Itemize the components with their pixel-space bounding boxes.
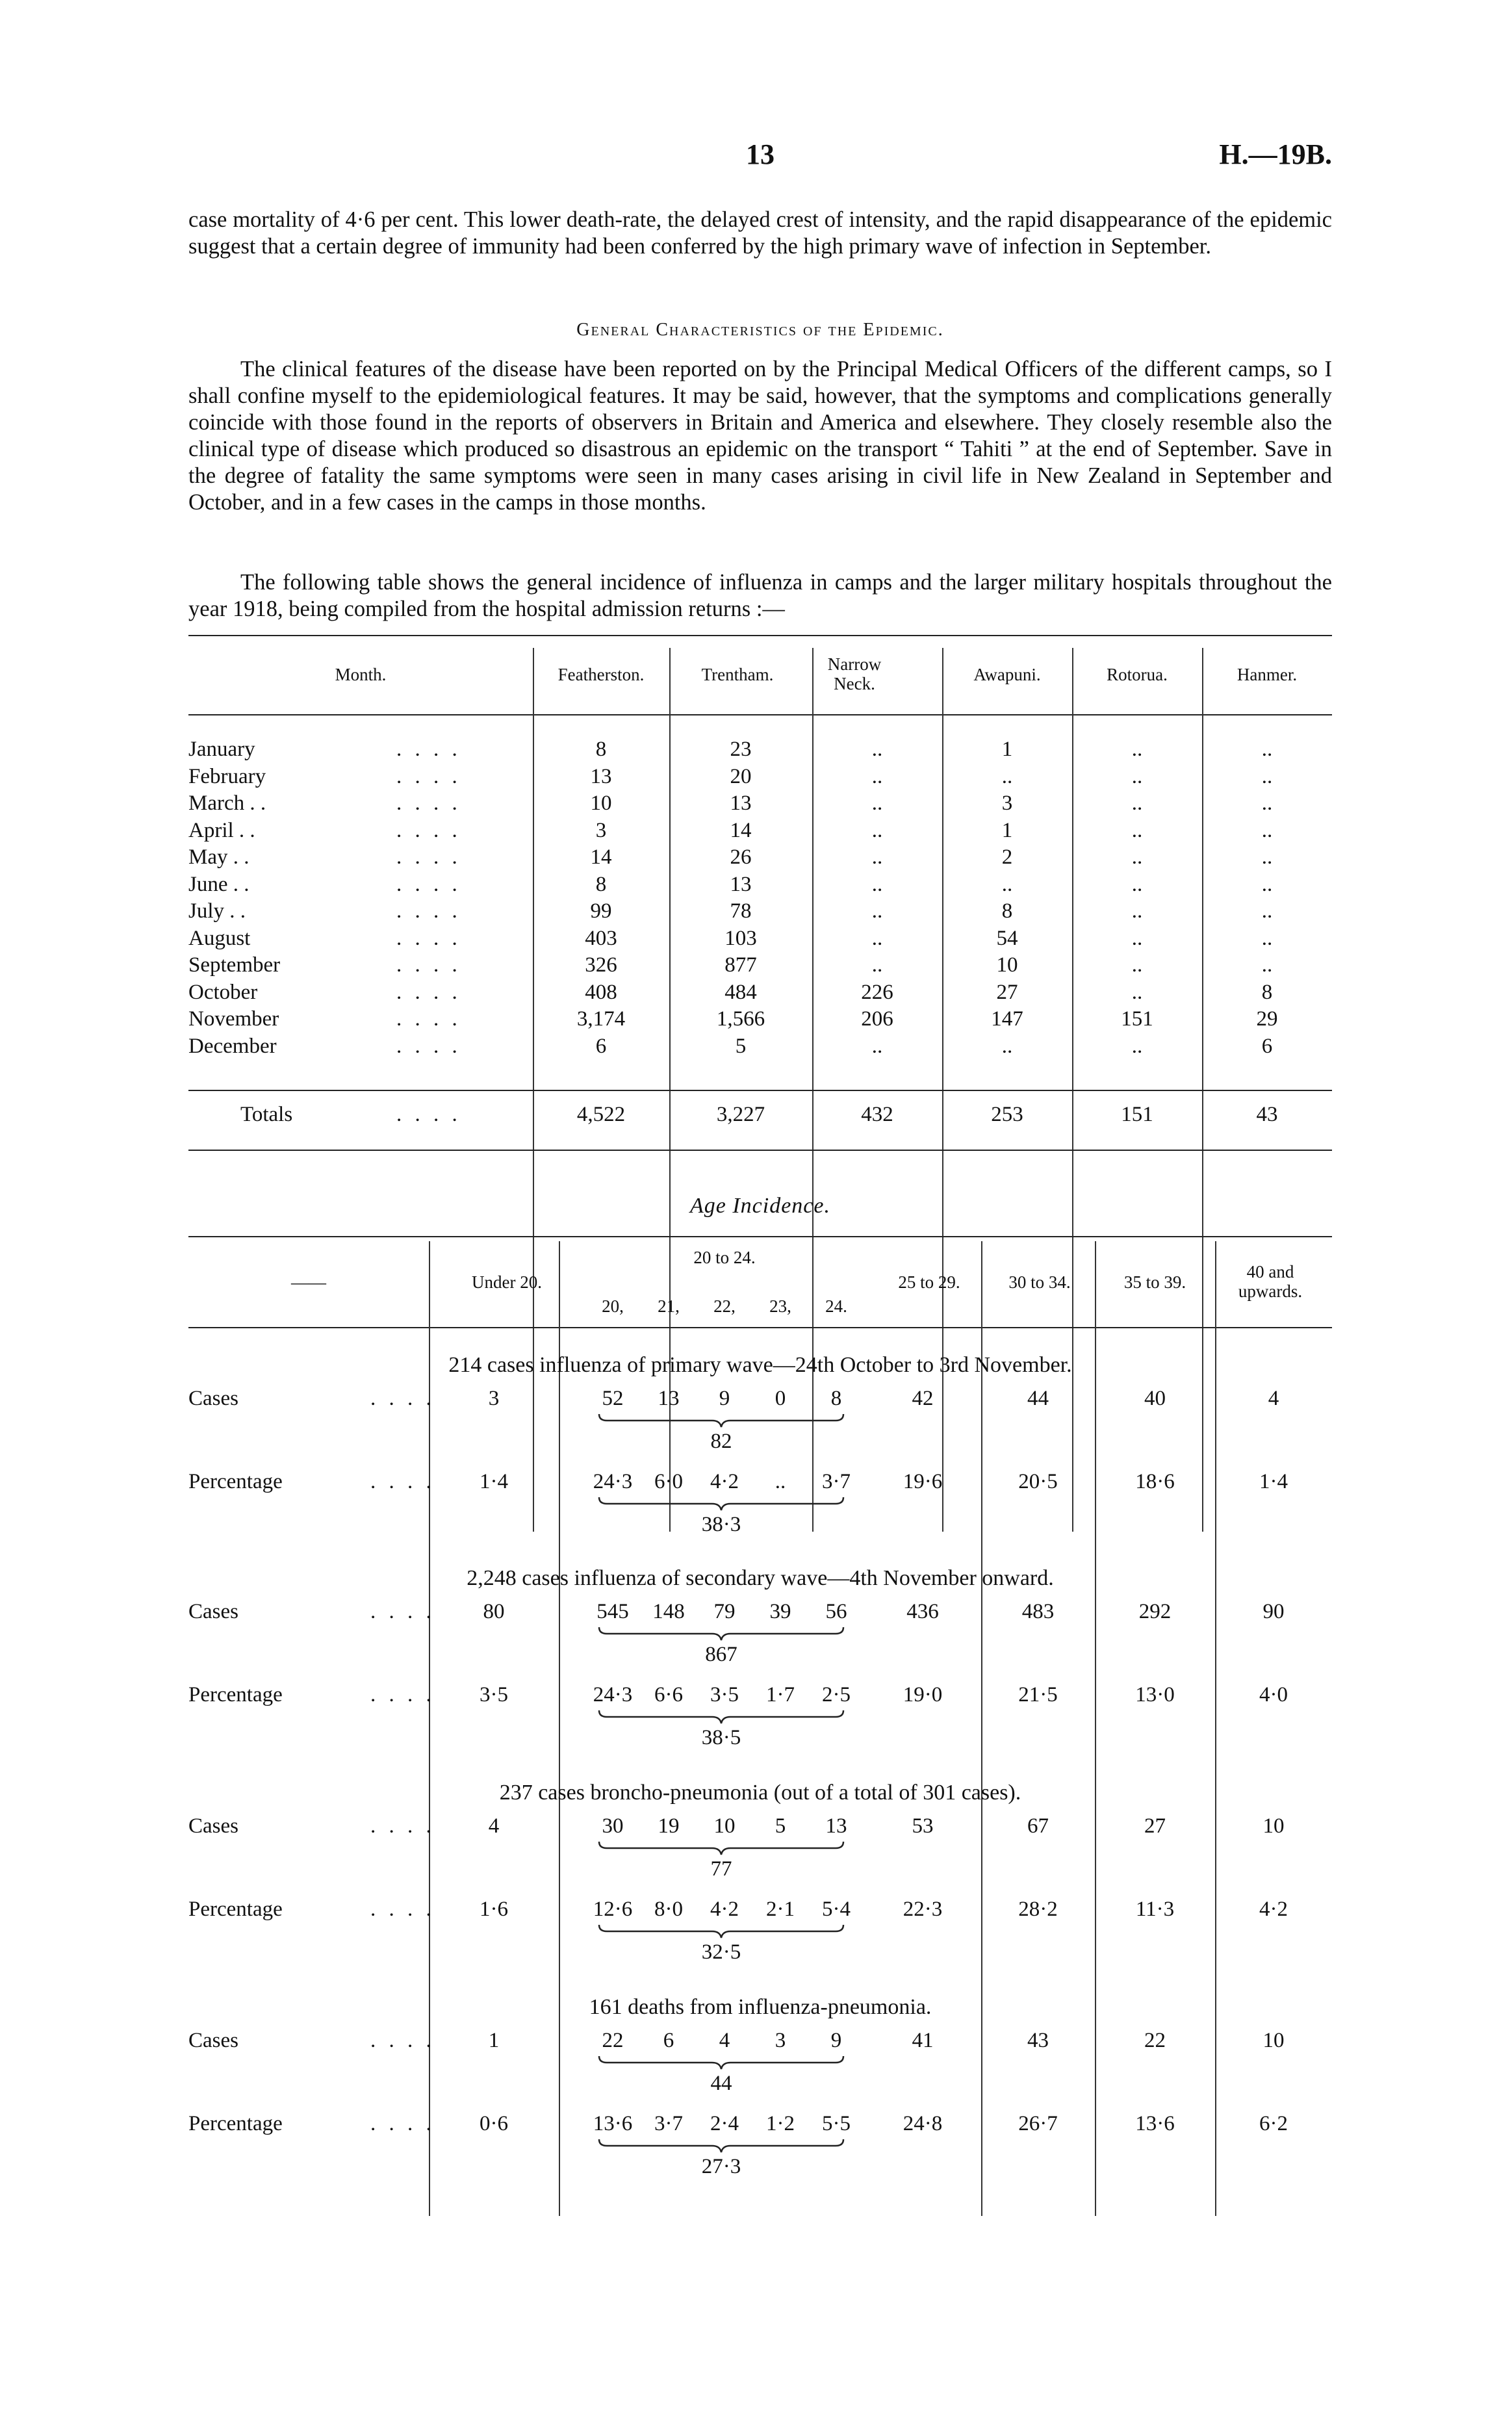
table-rule: [188, 1327, 1332, 1328]
month-label: April . .: [188, 818, 255, 842]
leader-dots: . . . .: [396, 980, 461, 1004]
cell-c35: 27: [1144, 1814, 1166, 1838]
cell-c25: 22·3: [903, 1898, 943, 1921]
cell-hanmer: ..: [1261, 926, 1273, 950]
cell-sub: 4·2: [710, 1898, 739, 1921]
group-title: 214 cases influenza of primary wave—24th October to 3rd November.: [448, 1353, 1072, 1377]
cell-u20: 4: [488, 1814, 500, 1838]
brace-path: [599, 1925, 843, 1938]
cell-c40: 10: [1262, 2029, 1285, 2052]
leader-dots: . . . .: [370, 2029, 435, 2052]
cases-label: Cases: [188, 1814, 238, 1838]
cell-sub: 6·0: [654, 1470, 683, 1493]
cell-u20: 0·6: [480, 2112, 508, 2135]
cell-sub: 1·2: [766, 2112, 795, 2135]
cell-sub: 3·7: [822, 1470, 851, 1493]
cell-c30: 20·5: [1018, 1470, 1058, 1493]
cell-awapuni: 3: [1001, 792, 1013, 815]
cell-c25: 53: [912, 1814, 934, 1838]
leader-dots: . . . .: [396, 953, 461, 977]
cell-sub: 4: [719, 2029, 730, 2052]
cell-sum-20-24: 867: [705, 1643, 737, 1666]
cell-hanmer: 29: [1256, 1007, 1278, 1031]
leader-dots: . . . .: [396, 1007, 461, 1031]
col-header-20: 20,: [602, 1296, 624, 1316]
cell-awapuni: ..: [1001, 1034, 1013, 1058]
sum-brace: [598, 1709, 845, 1725]
totals-dots: . . . .: [396, 1103, 461, 1126]
table-rule: [188, 714, 1332, 715]
cell-trentham: 877: [724, 953, 757, 977]
cell-u20: 1·4: [480, 1470, 508, 1493]
cell-rotorua: ..: [1131, 764, 1143, 788]
month-label: March . .: [188, 792, 266, 815]
cell-c40: 10: [1262, 1814, 1285, 1838]
total-rotorua: 151: [1121, 1103, 1153, 1126]
cell-featherston: 13: [590, 764, 612, 788]
cell-featherston: 10: [590, 792, 612, 815]
cell-sub: 56: [825, 1600, 847, 1623]
leader-dots: . . . .: [396, 872, 461, 896]
table-rule: [188, 1150, 1332, 1151]
cell-awapuni: 8: [1001, 899, 1013, 923]
cell-trentham: 14: [730, 818, 752, 842]
sum-brace: [598, 1626, 845, 1641]
cell-sub: 148: [652, 1600, 685, 1623]
cell-narrow-neck: ..: [871, 792, 883, 815]
cell-sub: 5·5: [822, 2112, 851, 2135]
cases-label: Cases: [188, 1387, 238, 1410]
col-header-25-29: 25 to 29.: [898, 1272, 960, 1292]
cases-label: Cases: [188, 1600, 238, 1623]
cell-sum-20-24: 82: [710, 1430, 732, 1453]
month-label: January: [188, 738, 255, 761]
leader-dots: . . . .: [396, 764, 461, 788]
cell-sub: 24·3: [593, 1470, 633, 1493]
col-header-month: Month.: [335, 665, 387, 684]
percentage-label: Percentage: [188, 1898, 283, 1921]
col-header-24: 24.: [825, 1296, 847, 1316]
cell-trentham: 484: [724, 980, 757, 1004]
cell-c40: 6·2: [1259, 2112, 1288, 2135]
cell-hanmer: ..: [1261, 738, 1273, 761]
month-label: December: [188, 1034, 277, 1058]
col-header-40-up: 40 and upwards.: [1238, 1262, 1303, 1301]
cell-hanmer: ..: [1261, 899, 1273, 923]
cell-sub: 0: [775, 1387, 786, 1410]
cell-u20: 1·6: [480, 1898, 508, 1921]
cell-sub: 8: [830, 1387, 842, 1410]
cell-featherston: 408: [585, 980, 617, 1004]
percentage-label: Percentage: [188, 1683, 283, 1706]
cell-narrow-neck: ..: [871, 1034, 883, 1058]
cell-rotorua: ..: [1131, 980, 1143, 1004]
sum-brace: [598, 1924, 845, 1939]
cell-sum-20-24: 38·5: [701, 1726, 741, 1749]
cell-sum-20-24: 27·3: [701, 2155, 741, 2178]
cell-c30: 28·2: [1018, 1898, 1058, 1921]
cell-featherston: 3,174: [576, 1007, 626, 1031]
cell-featherston: 8: [595, 738, 607, 761]
brace-path: [599, 1710, 843, 1723]
col-header-under20: Under 20.: [472, 1272, 542, 1292]
cell-c25: 24·8: [903, 2112, 943, 2135]
month-label: July . .: [188, 899, 246, 923]
cell-sub: 5·4: [822, 1898, 851, 1921]
cell-hanmer: ..: [1261, 792, 1273, 815]
cell-rotorua: ..: [1131, 792, 1143, 815]
cell-sub: 545: [596, 1600, 629, 1623]
cell-narrow-neck: ..: [871, 872, 883, 896]
col-header-trentham: Trentham.: [701, 665, 774, 684]
cell-sub: 13: [825, 1814, 847, 1838]
cell-sub: 9: [719, 1387, 730, 1410]
leader-dots: . . . .: [370, 1683, 435, 1706]
paragraph-intro: case mortality of 4·6 per cent. This lower death-rate, the delayed crest of intensity, and the rapid disappearance of the epidemic suggest that a certain degree of immunity had been conferred by the high primary wave of infection in September.: [188, 207, 1332, 259]
total-hanmer: 43: [1256, 1103, 1278, 1126]
cell-featherston: 99: [590, 899, 612, 923]
cell-sub: 3·5: [710, 1683, 739, 1706]
cell-c30: 26·7: [1018, 2112, 1058, 2135]
cell-sub: 19: [658, 1814, 680, 1838]
cell-featherston: 14: [590, 845, 612, 869]
total-awapuni: 253: [991, 1103, 1023, 1126]
cell-narrow-neck: 206: [861, 1007, 893, 1031]
cell-trentham: 13: [730, 872, 752, 896]
total-trentham: 3,227: [716, 1103, 765, 1126]
cell-c40: 4·0: [1259, 1683, 1288, 1706]
cell-rotorua: ..: [1131, 845, 1143, 869]
sum-brace: [598, 1413, 845, 1428]
cell-c40: 1·4: [1259, 1470, 1288, 1493]
cell-awapuni: 147: [991, 1007, 1023, 1031]
cell-awapuni: ..: [1001, 764, 1013, 788]
cell-u20: 80: [483, 1600, 505, 1623]
cell-u20: 3·5: [480, 1683, 508, 1706]
cell-featherston: 326: [585, 953, 617, 977]
cell-sub: 2·1: [766, 1898, 795, 1921]
cell-sub: 30: [602, 1814, 624, 1838]
cell-trentham: 78: [730, 899, 752, 923]
cell-sub: 10: [713, 1814, 736, 1838]
cell-sum-20-24: 44: [710, 2072, 732, 2095]
col-header-22: 22,: [713, 1296, 736, 1316]
leader-dots: . . . .: [370, 1600, 435, 1623]
cell-featherston: 403: [585, 926, 617, 950]
cell-c40: 90: [1262, 1600, 1285, 1623]
cell-sum-20-24: 77: [710, 1857, 732, 1881]
cell-c30: 483: [1021, 1600, 1055, 1623]
cell-hanmer: 8: [1261, 980, 1273, 1004]
cell-c35: 11·3: [1135, 1898, 1175, 1921]
cell-sub: 8·0: [654, 1898, 683, 1921]
cell-trentham: 26: [730, 845, 752, 869]
cell-trentham: 23: [730, 738, 752, 761]
cell-c30: 21·5: [1018, 1683, 1058, 1706]
month-label: February: [188, 764, 266, 788]
cell-c35: 22: [1144, 2029, 1166, 2052]
leader-dots: . . . .: [396, 926, 461, 950]
cell-sub: 24·3: [593, 1683, 633, 1706]
month-label: November: [188, 1007, 279, 1031]
col-header-30-34: 30 to 34.: [1008, 1272, 1071, 1292]
cell-sub: 39: [769, 1600, 791, 1623]
month-label: October: [188, 980, 258, 1004]
col-header-hanmer: Hanmer.: [1237, 665, 1298, 684]
col-header-rotorua: Rotorua.: [1107, 665, 1168, 684]
cell-narrow-neck: 226: [861, 980, 893, 1004]
cell-sub: 5: [775, 1814, 786, 1838]
cell-narrow-neck: ..: [871, 764, 883, 788]
paragraph-clinical: The clinical features of the disease have been reported on by the Principal Medical Officers of the different camps, so I shall confine myself to the epidemiological features. It may be said, however, that the symptoms and complications generally coincide with those found in the reports of observers in Britain and America and elsewhere. They closely resemble also the clinical type of disease which produced so disastrous an epidemic on the transport “ Tahiti ” at the end of September. Save in the degree of fatality the same symptoms were seen in many cases arising in civil life in New Zealand in September and October, and in a few cases in the camps in those months.: [188, 357, 1332, 515]
document-code: H.—19B.: [1219, 138, 1332, 170]
cell-sub: 2·5: [822, 1683, 851, 1706]
cell-sub: 1·7: [766, 1683, 795, 1706]
cell-hanmer: ..: [1261, 845, 1273, 869]
cell-c25: 41: [912, 2029, 934, 2052]
cell-sub: 4·2: [710, 1470, 739, 1493]
section-title: General Characteristics of the Epidemic.: [576, 320, 944, 340]
cell-c35: 13·0: [1135, 1683, 1175, 1706]
col-header-awapuni: Awapuni.: [973, 665, 1041, 684]
cell-sub: 6·6: [654, 1683, 683, 1706]
totals-label: Totals: [240, 1103, 293, 1126]
cell-rotorua: ..: [1131, 953, 1143, 977]
cell-c35: 18·6: [1135, 1470, 1175, 1493]
month-label: May . .: [188, 845, 250, 869]
sum-brace: [598, 1840, 845, 1856]
table-rule: [188, 635, 1332, 636]
leader-dots: . . . .: [396, 899, 461, 923]
cell-trentham: 5: [735, 1034, 747, 1058]
leader-dots: . . . .: [396, 738, 461, 761]
cell-trentham: 20: [730, 764, 752, 788]
leader-dots: . . . .: [396, 845, 461, 869]
col-header-35-39: 35 to 39.: [1123, 1272, 1186, 1292]
cell-c35: 13·6: [1135, 2112, 1175, 2135]
cell-awapuni: 2: [1001, 845, 1013, 869]
col-header-23: 23,: [769, 1296, 791, 1316]
cell-rotorua: ..: [1131, 926, 1143, 950]
brace-path: [599, 2056, 843, 2069]
cell-c35: 292: [1138, 1600, 1172, 1623]
cell-sub: ..: [775, 1470, 786, 1493]
cell-c25: 19·6: [903, 1470, 943, 1493]
cell-awapuni: 1: [1001, 818, 1013, 842]
cell-rotorua: ..: [1131, 872, 1143, 896]
cell-awapuni: 27: [996, 980, 1018, 1004]
paragraph-table-intro: The following table shows the general incidence of influenza in camps and the larger military hospitals throughout the year 1918, being compiled from the hospital admission returns :—: [188, 570, 1332, 621]
group-title: 2,248 cases influenza of secondary wave—4th November onward.: [467, 1566, 1054, 1590]
sum-brace: [598, 2138, 845, 2154]
cell-hanmer: ..: [1261, 872, 1273, 896]
cell-u20: 3: [488, 1387, 500, 1410]
cell-narrow-neck: ..: [871, 738, 883, 761]
cell-featherston: 3: [595, 818, 607, 842]
cell-c30: 43: [1027, 2029, 1049, 2052]
total-narrow-neck: 432: [861, 1103, 893, 1126]
cell-sub: 12·6: [593, 1898, 633, 1921]
cell-awapuni: ..: [1001, 872, 1013, 896]
cell-c40: 4·2: [1259, 1898, 1288, 1921]
cell-sub: 3·7: [654, 2112, 683, 2135]
sum-brace: [598, 2055, 845, 2070]
leader-dots: . . . .: [370, 1387, 435, 1410]
cell-sub: 13: [658, 1387, 680, 1410]
cell-hanmer: 6: [1261, 1034, 1273, 1058]
cell-sub: 2·4: [710, 2112, 739, 2135]
cell-narrow-neck: ..: [871, 845, 883, 869]
cell-sum-20-24: 32·5: [701, 1940, 741, 1964]
page-number: 13: [746, 138, 775, 170]
group-title: 161 deaths from influenza-pneumonia.: [589, 1995, 932, 2019]
cell-narrow-neck: ..: [871, 899, 883, 923]
brace-path: [599, 1842, 843, 1855]
cell-sub: 13·6: [593, 2112, 633, 2135]
cell-trentham: 13: [730, 792, 752, 815]
leader-dots: . . . .: [396, 1034, 461, 1058]
leader-dots: . . . .: [396, 818, 461, 842]
brace-path: [599, 2139, 843, 2152]
cell-c40: 4: [1268, 1387, 1279, 1410]
leader-dots: . . . .: [370, 1898, 435, 1921]
cell-rotorua: 151: [1121, 1007, 1153, 1031]
leader-dots: . . . .: [396, 792, 461, 815]
cell-hanmer: ..: [1261, 953, 1273, 977]
cell-rotorua: ..: [1131, 738, 1143, 761]
month-label: June . .: [188, 872, 250, 896]
leader-dots: . . . .: [370, 1814, 435, 1838]
table-rule: [188, 1090, 1332, 1091]
sum-brace: [598, 1496, 845, 1512]
col-header-featherston: Featherston.: [557, 665, 645, 684]
cell-sum-20-24: 38·3: [701, 1513, 741, 1536]
cell-u20: 1: [488, 2029, 500, 2052]
col-header-21: 21,: [658, 1296, 680, 1316]
leader-dots: . . . .: [370, 1470, 435, 1493]
cell-trentham: 1,566: [716, 1007, 765, 1031]
brace-path: [599, 1414, 843, 1427]
cell-rotorua: ..: [1131, 899, 1143, 923]
cell-narrow-neck: ..: [871, 818, 883, 842]
cell-sub: 9: [830, 2029, 842, 2052]
cell-featherston: 6: [595, 1034, 607, 1058]
col-header-dash: ——: [291, 1272, 326, 1292]
column-rule: [559, 1241, 560, 2216]
cell-sub: 3: [775, 2029, 786, 2052]
cell-narrow-neck: ..: [871, 953, 883, 977]
cell-c30: 44: [1027, 1387, 1049, 1410]
cell-awapuni: 1: [1001, 738, 1013, 761]
cell-awapuni: 10: [996, 953, 1018, 977]
cases-label: Cases: [188, 2029, 238, 2052]
leader-dots: . . . .: [370, 2112, 435, 2135]
cell-c25: 19·0: [903, 1683, 943, 1706]
cell-sub: 22: [602, 2029, 624, 2052]
group-title: 237 cases broncho-pneumonia (out of a total of 301 cases).: [499, 1781, 1021, 1805]
percentage-label: Percentage: [188, 2112, 283, 2135]
cell-trentham: 103: [724, 926, 757, 950]
brace-path: [599, 1497, 843, 1510]
table-rule: [188, 1236, 1332, 1237]
age-table-title: Age Incidence.: [690, 1194, 830, 1218]
cell-hanmer: ..: [1261, 818, 1273, 842]
cell-c30: 67: [1027, 1814, 1049, 1838]
brace-path: [599, 1627, 843, 1640]
cell-sub: 52: [602, 1387, 624, 1410]
cell-sub: 79: [713, 1600, 736, 1623]
cell-featherston: 8: [595, 872, 607, 896]
col-header-narrow-neck: Narrow Neck.: [827, 654, 882, 693]
total-featherston: 4,522: [576, 1103, 626, 1126]
cell-c35: 40: [1144, 1387, 1166, 1410]
cell-awapuni: 54: [996, 926, 1018, 950]
month-label: September: [188, 953, 281, 977]
cell-sub: 6: [663, 2029, 674, 2052]
percentage-label: Percentage: [188, 1470, 283, 1493]
col-header-20-24: 20 to 24.: [693, 1248, 756, 1267]
cell-hanmer: ..: [1261, 764, 1273, 788]
cell-rotorua: ..: [1131, 1034, 1143, 1058]
cell-narrow-neck: ..: [871, 926, 883, 950]
cell-c25: 42: [912, 1387, 934, 1410]
cell-rotorua: ..: [1131, 818, 1143, 842]
month-label: August: [188, 926, 251, 950]
cell-c25: 436: [906, 1600, 939, 1623]
